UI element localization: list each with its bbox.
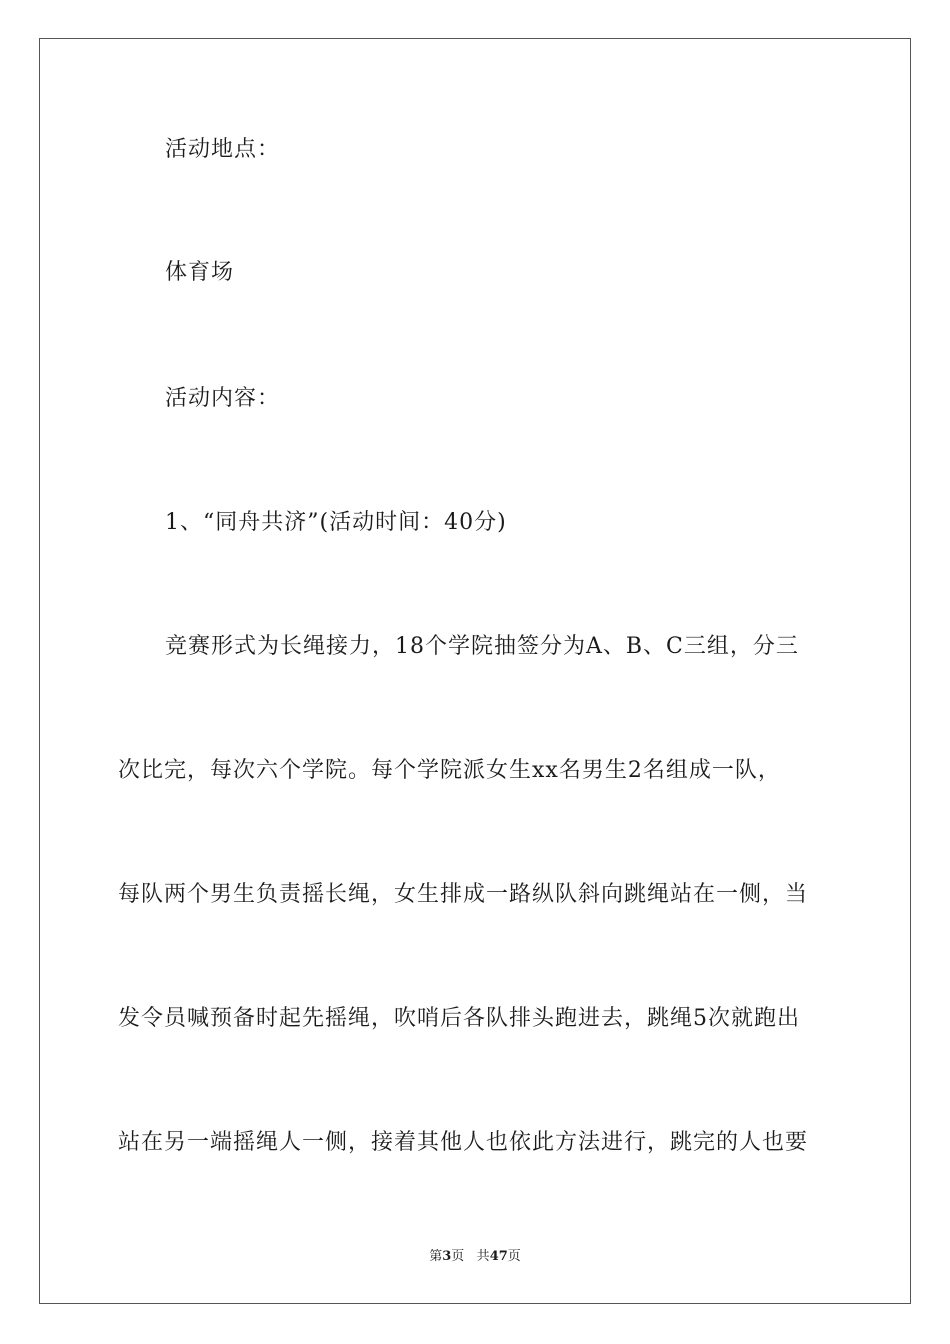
footer-page-current: 3 — [442, 1249, 452, 1264]
text-line-location-label: 活动地点： — [165, 137, 281, 162]
text-line-paragraph-3: 每队两个男生负责摇长绳，女生排成一路纵队斜向跳绳站在一侧，当 — [118, 882, 809, 907]
text-line-paragraph-4: 发令员喊预备时起先摇绳，吹哨后各队排头跑进去，跳绳5次就跑出 — [118, 1006, 800, 1031]
text-line-section-heading: 1、“同舟共济”(活动时间：40分) — [165, 510, 507, 535]
text-line-paragraph-2: 次比完，每次六个学院。每个学院派女生xx名男生2名组成一队， — [118, 758, 781, 783]
page-frame — [39, 38, 911, 1304]
text-line-location-value: 体育场 — [165, 260, 235, 285]
footer-total-suffix: 页 — [507, 1249, 521, 1264]
text-line-paragraph-5: 站在另一端摇绳人一侧，接着其他人也依此方法进行，跳完的人也要 — [118, 1130, 809, 1155]
footer-page-prefix: 第 — [429, 1249, 443, 1264]
footer-total-prefix: 共 — [476, 1249, 490, 1264]
text-line-paragraph-1: 竞赛形式为长绳接力，18个学院抽签分为A、B、C三组，分三 — [165, 634, 799, 659]
page-footer — [0, 1248, 950, 1266]
text-line-content-label: 活动内容： — [165, 386, 281, 411]
footer-page-suffix: 页 — [451, 1249, 465, 1264]
footer-page-total: 47 — [489, 1249, 508, 1264]
